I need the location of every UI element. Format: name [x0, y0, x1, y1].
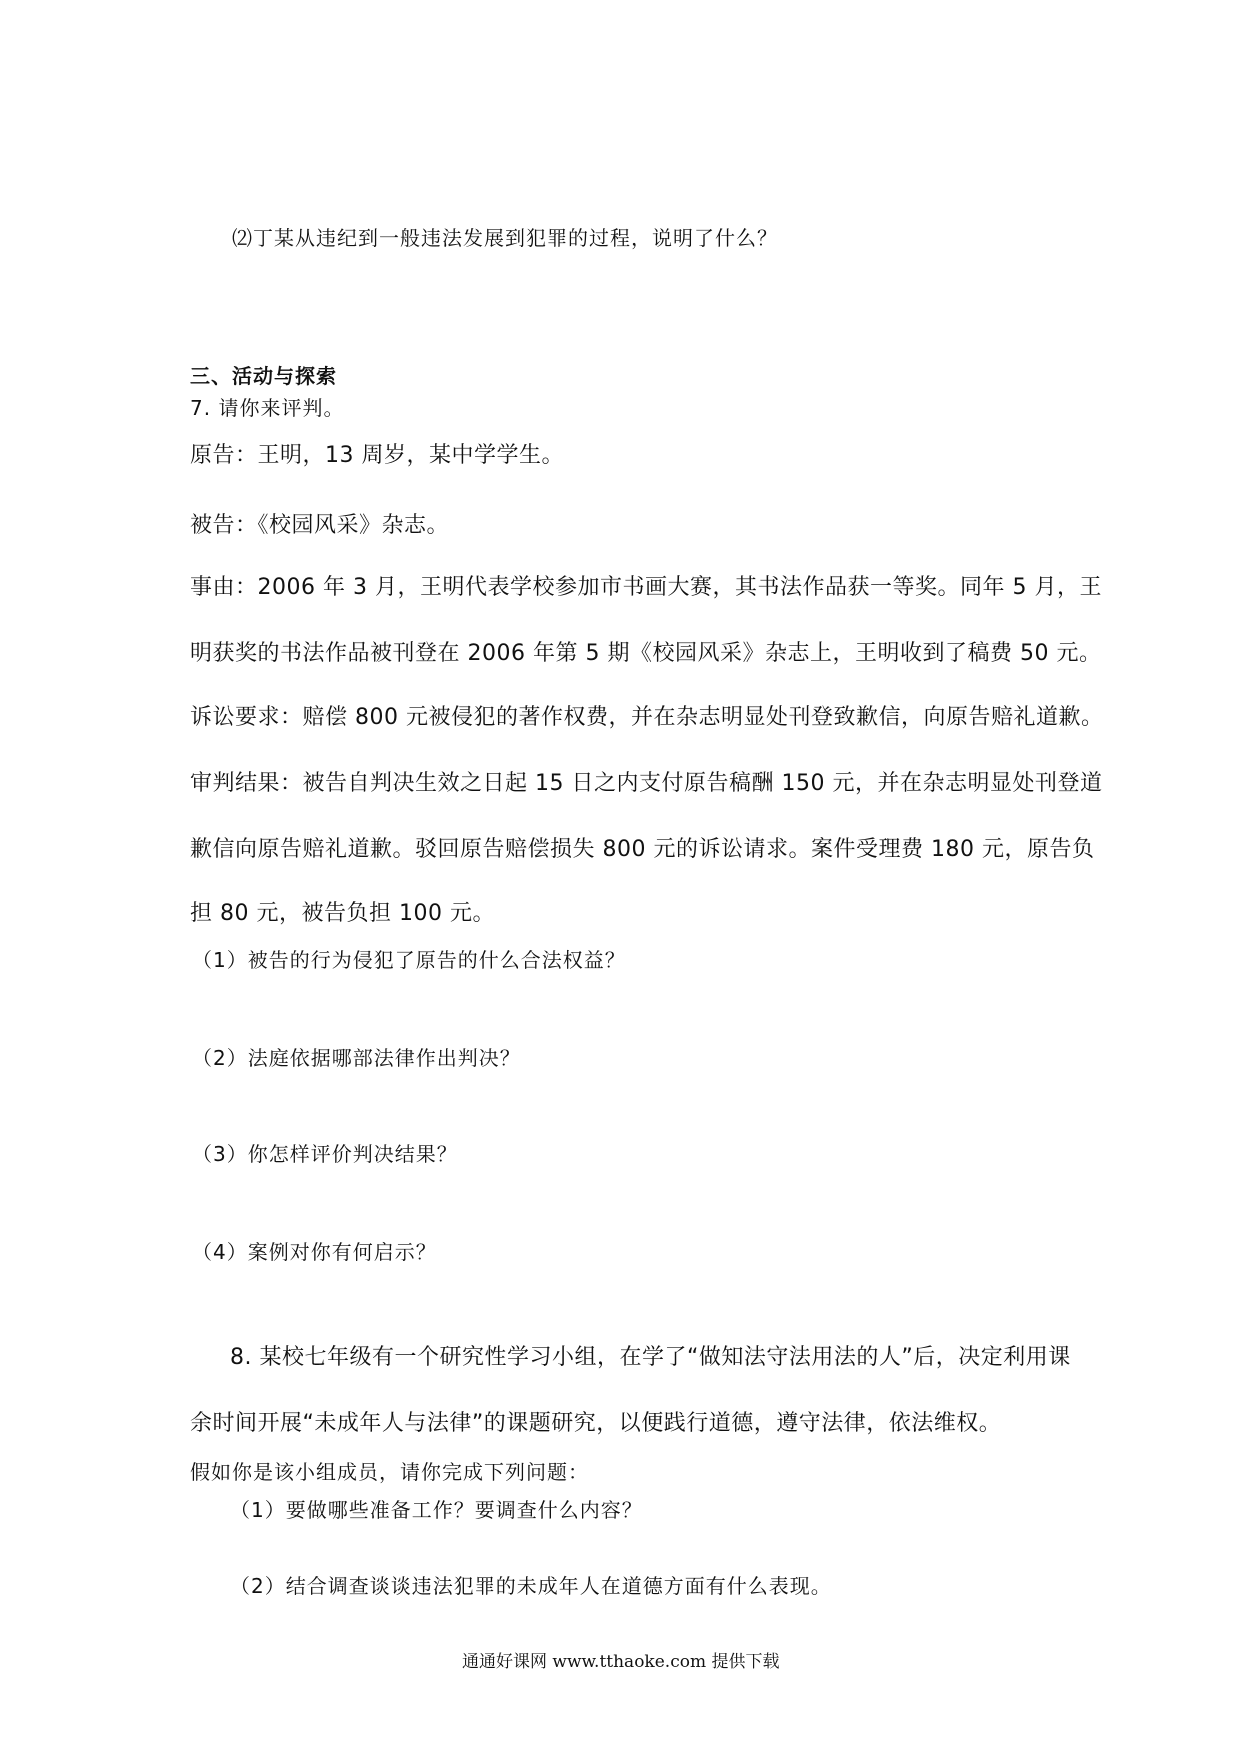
q7-title: 7. 请你来评判。 — [190, 396, 345, 420]
q8-question-1: （1）要做哪些准备工作？要调查什么内容？ — [230, 1498, 643, 1522]
q8-question-2: （2）结合调查谈谈违法犯罪的未成年人在道德方面有什么表现。 — [230, 1574, 832, 1598]
q7-verdict-line-3: 担 80 元，被告负担 100 元。 — [190, 901, 495, 926]
q8-prompt: 假如你是该小组成员，请你完成下列问题： — [190, 1460, 589, 1484]
q7-defendant: 被告：《校园风采》杂志。 — [190, 513, 450, 538]
q7-question-1: （1）被告的行为侵犯了原告的什么合法权益？ — [192, 948, 626, 972]
q8-intro-line-2: 余时间开展“未成年人与法律”的课题研究，以便践行道德，遵守法律，依法维权。 — [190, 1411, 1002, 1436]
q7-verdict-line-1: 审判结果：被告自判决生效之日起 15 日之内支付原告稿酬 150 元，并在杂志明显处刊登道 — [190, 771, 1103, 796]
q7-cause-line-1: 事由：2006 年 3 月，王明代表学校参加市书画大赛，其书法作品获一等奖。同年 5 月，王 — [190, 575, 1102, 600]
q7-cause-line-2: 明获奖的书法作品被刊登在 2006 年第 5 期《校园风采》杂志上，王明收到了稿费 50 元。 — [190, 641, 1102, 666]
q7-claim: 诉讼要求：赔偿 800 元被侵犯的著作权费，并在杂志明显处刊登致歉信，向原告赔礼道歉。 — [190, 705, 1104, 730]
section-3-title: 三、活动与探索 — [190, 364, 337, 388]
q7-verdict-line-2: 歉信向原告赔礼道歉。驳回原告赔偿损失 800 元的诉讼请求。案件受理费 180 元，原告负 — [190, 837, 1095, 862]
page-footer: 通通好课网 www.tthaoke.com 提供下载 — [462, 1652, 780, 1672]
q7-plaintiff: 原告：王明，13 周岁，某中学学生。 — [190, 443, 564, 468]
q7-question-3: （3）你怎样评价判决结果？ — [192, 1142, 458, 1166]
q7-question-4: （4）案例对你有何启示？ — [192, 1240, 437, 1264]
q7-question-2: （2）法庭依据哪部法律作出判决？ — [192, 1046, 521, 1070]
q8-intro-line-1: 8. 某校七年级有一个研究性学习小组，在学了“做知法守法用法的人”后，决定利用课 — [230, 1345, 1071, 1370]
q6-part2-question: ⑵丁某从违纪到一般违法发展到犯罪的过程，说明了什么？ — [232, 226, 778, 250]
